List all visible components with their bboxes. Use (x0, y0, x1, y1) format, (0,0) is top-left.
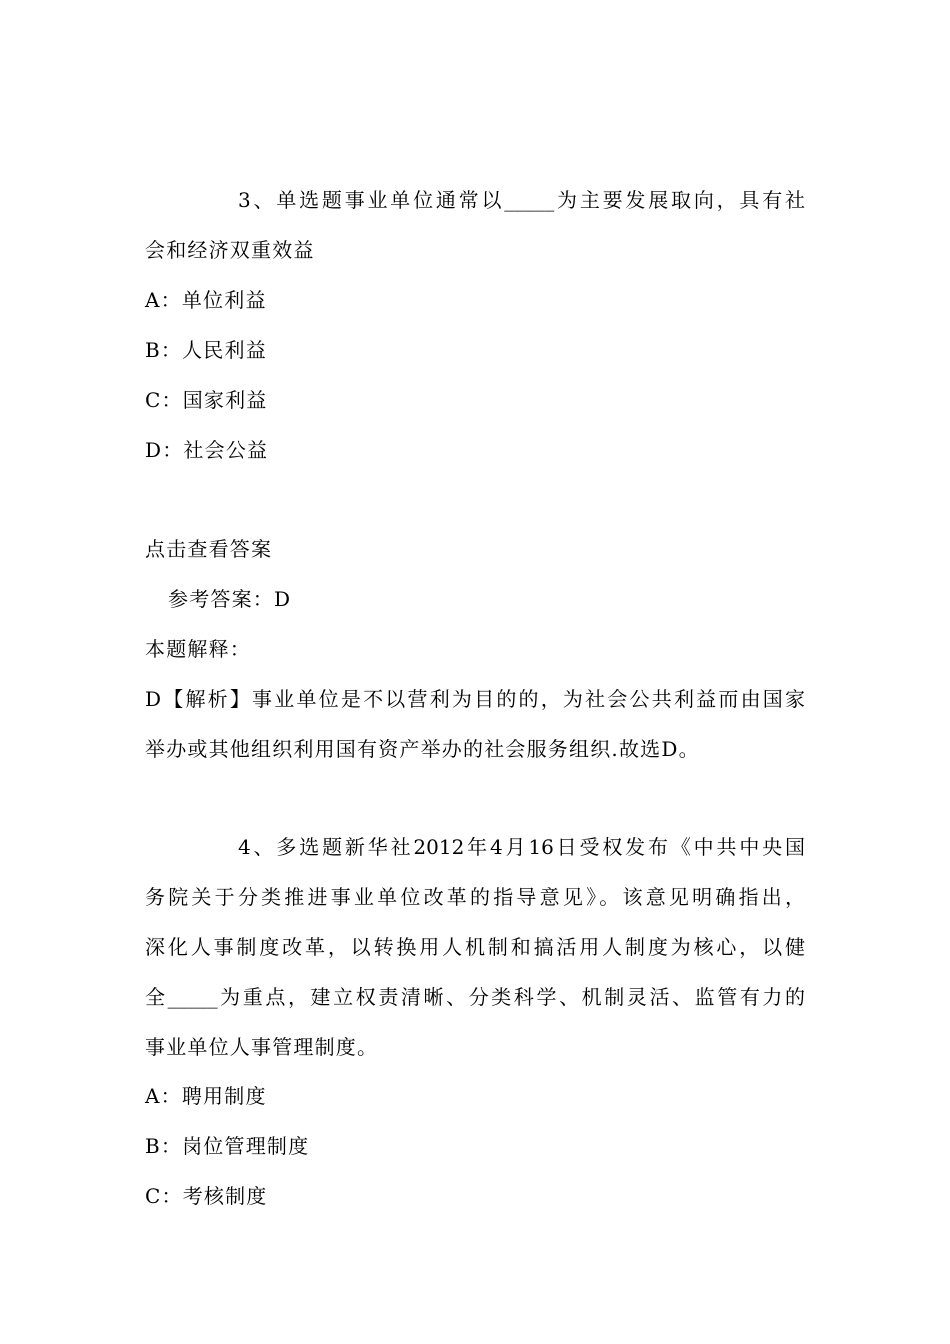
q3-explanation-line-2: 举办或其他组织利用国有资产举办的社会服务组织.故选D。 (145, 737, 700, 761)
q4-stem-line-5: 事业单位人事管理制度。 (145, 1035, 379, 1059)
show-answer-link[interactable]: 点击查看答案 (145, 537, 273, 561)
q3-option-a: A：单位利益 (145, 288, 267, 312)
q3-option-b: B：人民利益 (145, 338, 267, 362)
q4-stem-line-1: 4、多选题新华社2012年4月16日受权发布《中共中央国 (238, 835, 805, 859)
q4-stem-line-2: 务院关于分类推进事业单位改革的指导意见》。该意见明确指出， (145, 885, 805, 909)
q4-stem-line-3: 深化人事制度改革，以转换用人机制和搞活用人制度为核心，以健 (145, 935, 805, 959)
q4-option-a: A：聘用制度 (145, 1084, 267, 1108)
q3-option-c: C：国家利益 (145, 388, 268, 412)
q3-stem-line-1: 3、单选题事业单位通常以_____为主要发展取向，具有社 (238, 188, 805, 212)
q4-stem-line-4: 全_____为重点，建立权责清晰、分类科学、机制灵活、监管有力的 (145, 985, 805, 1009)
q4-option-b: B：岗位管理制度 (145, 1134, 310, 1158)
q3-reference-answer: 参考答案：D (168, 587, 292, 611)
q3-explanation-line-1: D【解析】事业单位是不以营利为目的的，为社会公共利益而由国家 (145, 687, 805, 711)
q3-explanation-label: 本题解释： (145, 637, 251, 661)
q4-option-c: C：考核制度 (145, 1184, 268, 1208)
q3-stem-line-2: 会和经济双重效益 (145, 238, 315, 262)
q3-option-d: D：社会公益 (145, 438, 269, 462)
